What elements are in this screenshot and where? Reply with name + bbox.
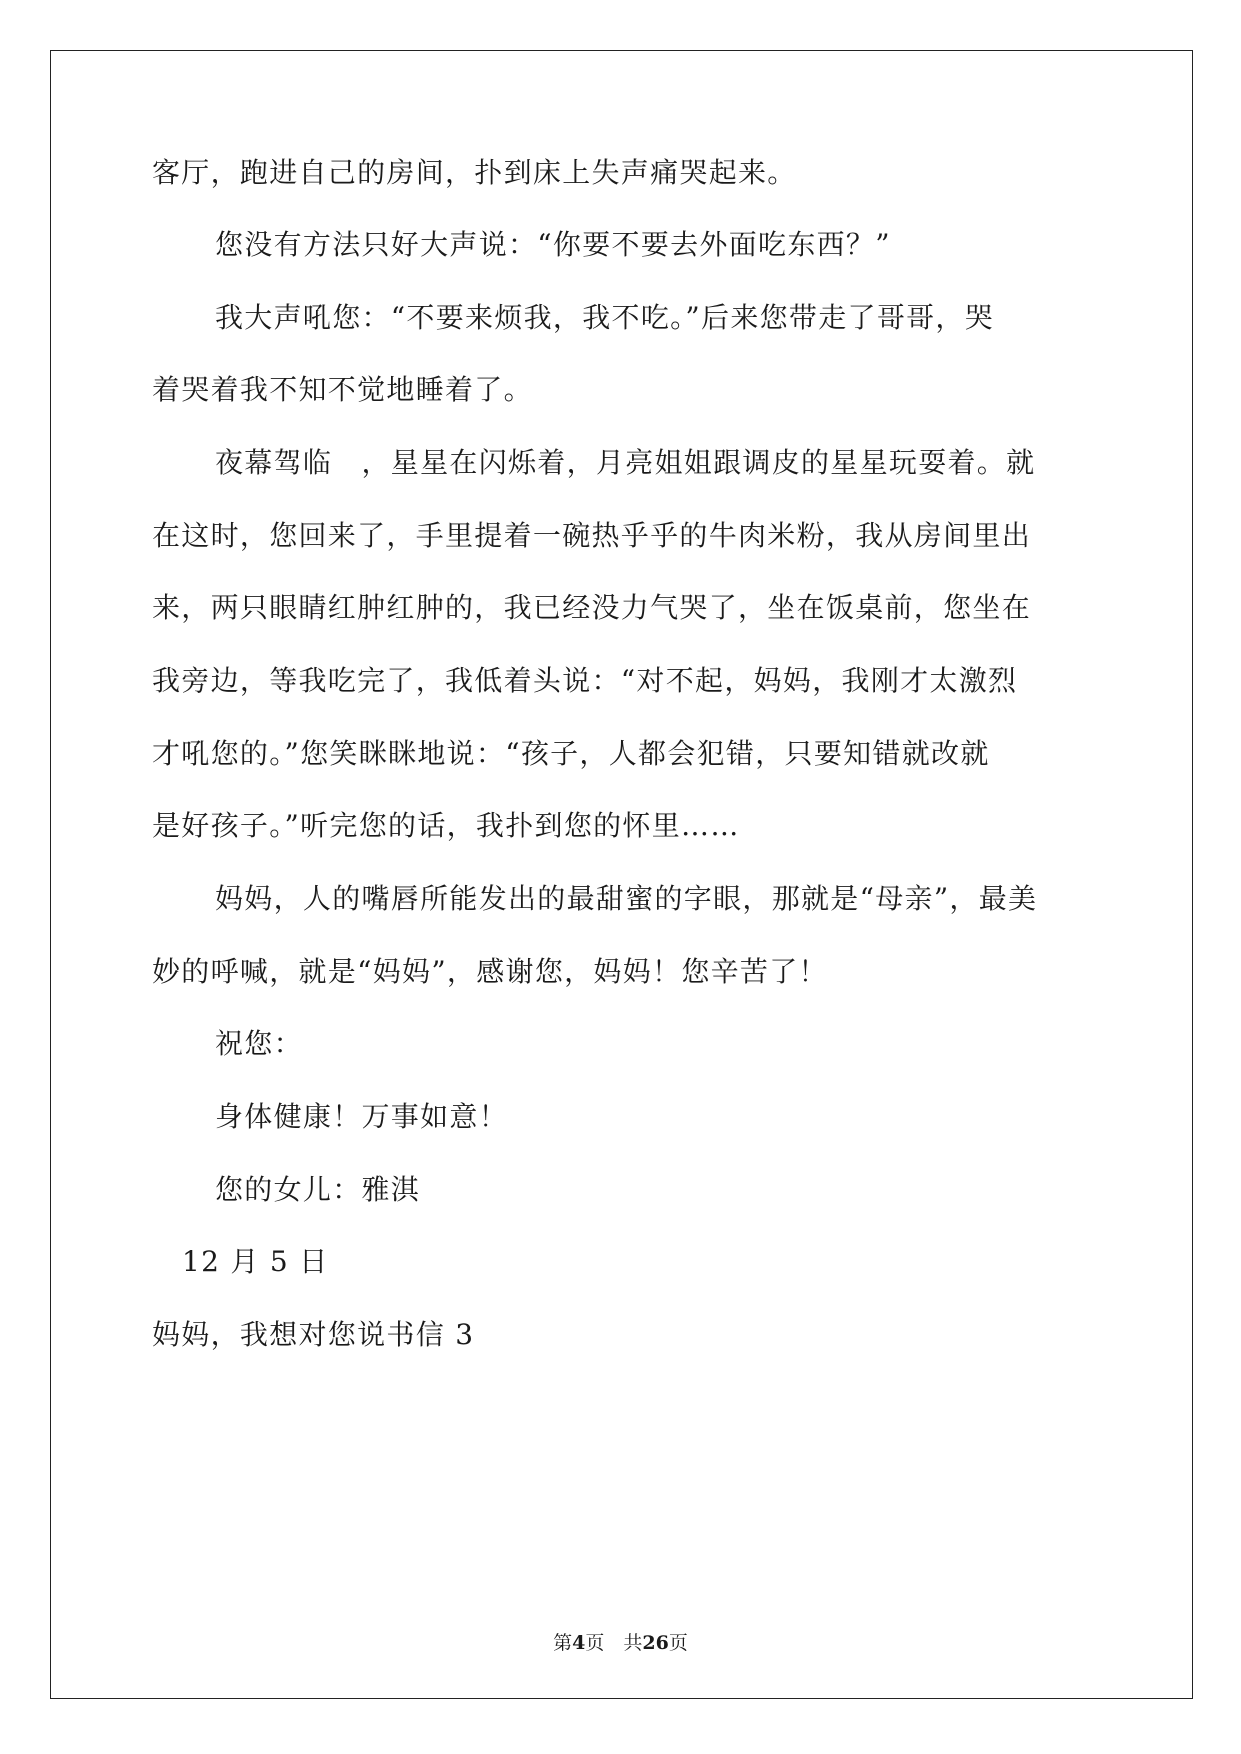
- text-line-7: 来，两只眼睛红肿红肿的，我已经没力气哭了，坐在饭桌前，您坐在: [152, 591, 1032, 624]
- text-line-2: 您没有方法只好大声说：“你要不要去外面吃东西？”: [215, 228, 891, 261]
- footer-mid: 页 共: [585, 1632, 643, 1654]
- text-line-1: 客厅，跑进自己的房间，扑到床上失声痛哭起来。: [152, 156, 797, 189]
- page-footer: [0, 1628, 1241, 1655]
- footer-total-pages: 26: [642, 1632, 669, 1654]
- text-line-6: 在这时，您回来了，手里提着一碗热乎乎的牛肉米粉，我从房间里出: [152, 519, 1032, 552]
- text-line-12: 妙的呼喊，就是“妈妈”，感谢您，妈妈！您辛苦了！: [152, 955, 828, 988]
- signature-line: 您的女儿：雅淇: [215, 1173, 421, 1206]
- greeting-line: 祝您：: [215, 1027, 303, 1060]
- date-line: 12 月 5 日: [182, 1245, 329, 1278]
- text-line-8: 我旁边，等我吃完了，我低着头说：“对不起，妈妈，我刚才太激烈: [152, 664, 1018, 697]
- text-line-5: 夜幕驾临 ，星星在闪烁着，月亮姐姐跟调皮的星星玩耍着。就: [215, 446, 1036, 479]
- section-heading: 妈妈，我想对您说书信 3: [152, 1318, 475, 1351]
- text-line-9: 才吼您的。”您笑眯眯地说：“孩子，人都会犯错，只要知错就改就: [152, 737, 990, 770]
- footer-suffix: 页: [668, 1632, 688, 1654]
- text-line-11: 妈妈，人的嘴唇所能发出的最甜蜜的字眼，那就是“母亲”，最美: [215, 882, 1038, 915]
- wishes-line: 身体健康！万事如意！: [215, 1100, 509, 1133]
- text-line-4: 着哭着我不知不觉地睡着了。: [152, 373, 533, 406]
- text-line-3: 我大声吼您：“不要来烦我，我不吃。”后来您带走了哥哥，哭: [215, 301, 995, 334]
- footer-prefix: 第: [553, 1632, 573, 1654]
- text-line-10: 是好孩子。”听完您的话，我扑到您的怀里……: [152, 809, 740, 842]
- footer-page-number: 4: [572, 1632, 586, 1654]
